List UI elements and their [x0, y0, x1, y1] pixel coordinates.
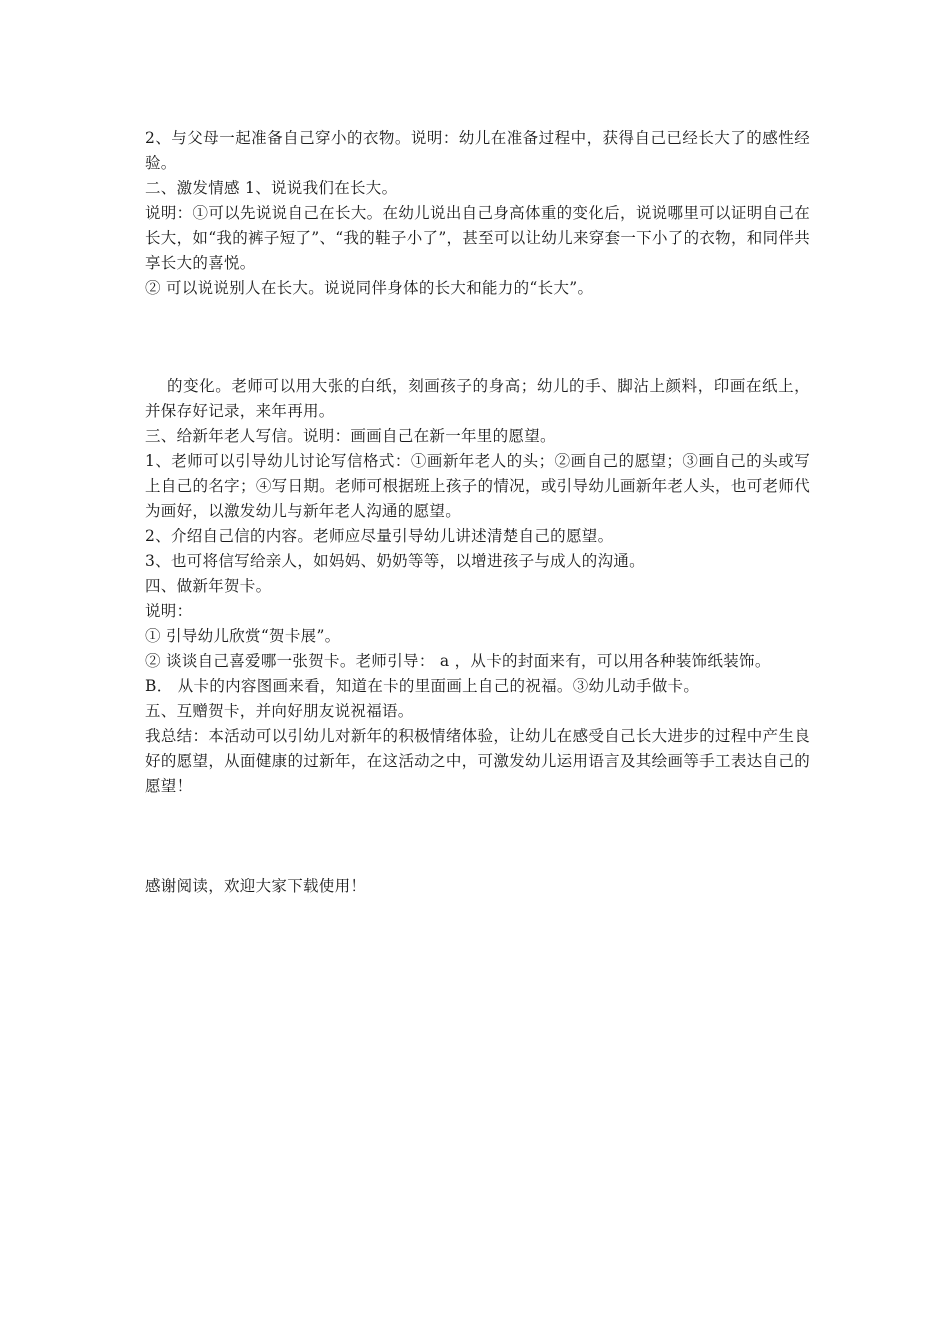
paragraph: B． 从卡的内容图画来看，知道在卡的里面画上自己的祝福。③幼儿动手做卡。 [145, 677, 700, 695]
paragraph: 2、与父母一起准备自己穿小的衣物。说明：幼儿在准备过程中，获得自己已经长大了的感性经验。 [145, 129, 810, 172]
paragraph: 1、老师可以引导幼儿讨论写信格式：①画新年老人的头；②画自己的愿望；③画自己的头或写上自己的名字；④写日期。老师可根据班上孩子的情况，或引导幼儿画新年老人头，也可老师代为画好，以激发幼儿与新年老人沟通的愿望。 [145, 452, 810, 520]
paragraph: 五、互赠贺卡，并向好朋友说祝福语。 [145, 702, 414, 720]
paragraph: 四、做新年贺卡。 [145, 577, 272, 595]
paragraph: 三、给新年老人写信。说明：画画自己在新一年里的愿望。 [145, 427, 556, 445]
paragraph: 二、激发情感 1、说说我们在长大。 [145, 179, 398, 197]
paragraph: ① 引导幼儿欣赏“贺卡展”。 [145, 627, 341, 645]
text-block-2 [145, 374, 810, 799]
closing-line: 感谢阅读，欢迎大家下载使用！ [145, 877, 367, 895]
paragraph: 的变化。老师可以用大张的白纸，刻画孩子的身高；幼儿的手、脚沾上颜料，印画在纸上，并保存好记录，来年再用。 [145, 377, 810, 420]
paragraph: 说明：①可以先说说自己在长大。在幼儿说出自己身高体重的变化后，说说哪里可以证明自己在长大，如“我的裤子短了”、“我的鞋子小了”，甚至可以让幼儿来穿套一下小了的衣物，和同伴共享长大的喜悦。 [145, 204, 810, 272]
paragraph: 2、介绍自己信的内容。老师应尽量引导幼儿讲述清楚自己的愿望。 [145, 527, 614, 545]
paragraph: 3、也可将信写给亲人，如妈妈、奶奶等等，以增进孩子与成人的沟通。 [145, 552, 645, 570]
paragraph: 我总结：本活动可以引幼儿对新年的积极情绪体验，让幼儿在感受自己长大进步的过程中产生良好的愿望，从面健康的过新年，在这活动之中，可激发幼儿运用语言及其绘画等手工表达自己的愿望！ [145, 727, 810, 795]
text-block-1 [145, 126, 810, 301]
paragraph: 说明： [145, 602, 193, 620]
text-block-3 [145, 874, 810, 899]
paragraph: ② 可以说说别人在长大。说说同伴身体的长大和能力的“长大”。 [145, 279, 594, 297]
paragraph: ② 谈谈自己喜爱哪一张贺卡。老师引导： a ，从卡的封面来有，可以用各种装饰纸装饰。 [145, 652, 771, 670]
